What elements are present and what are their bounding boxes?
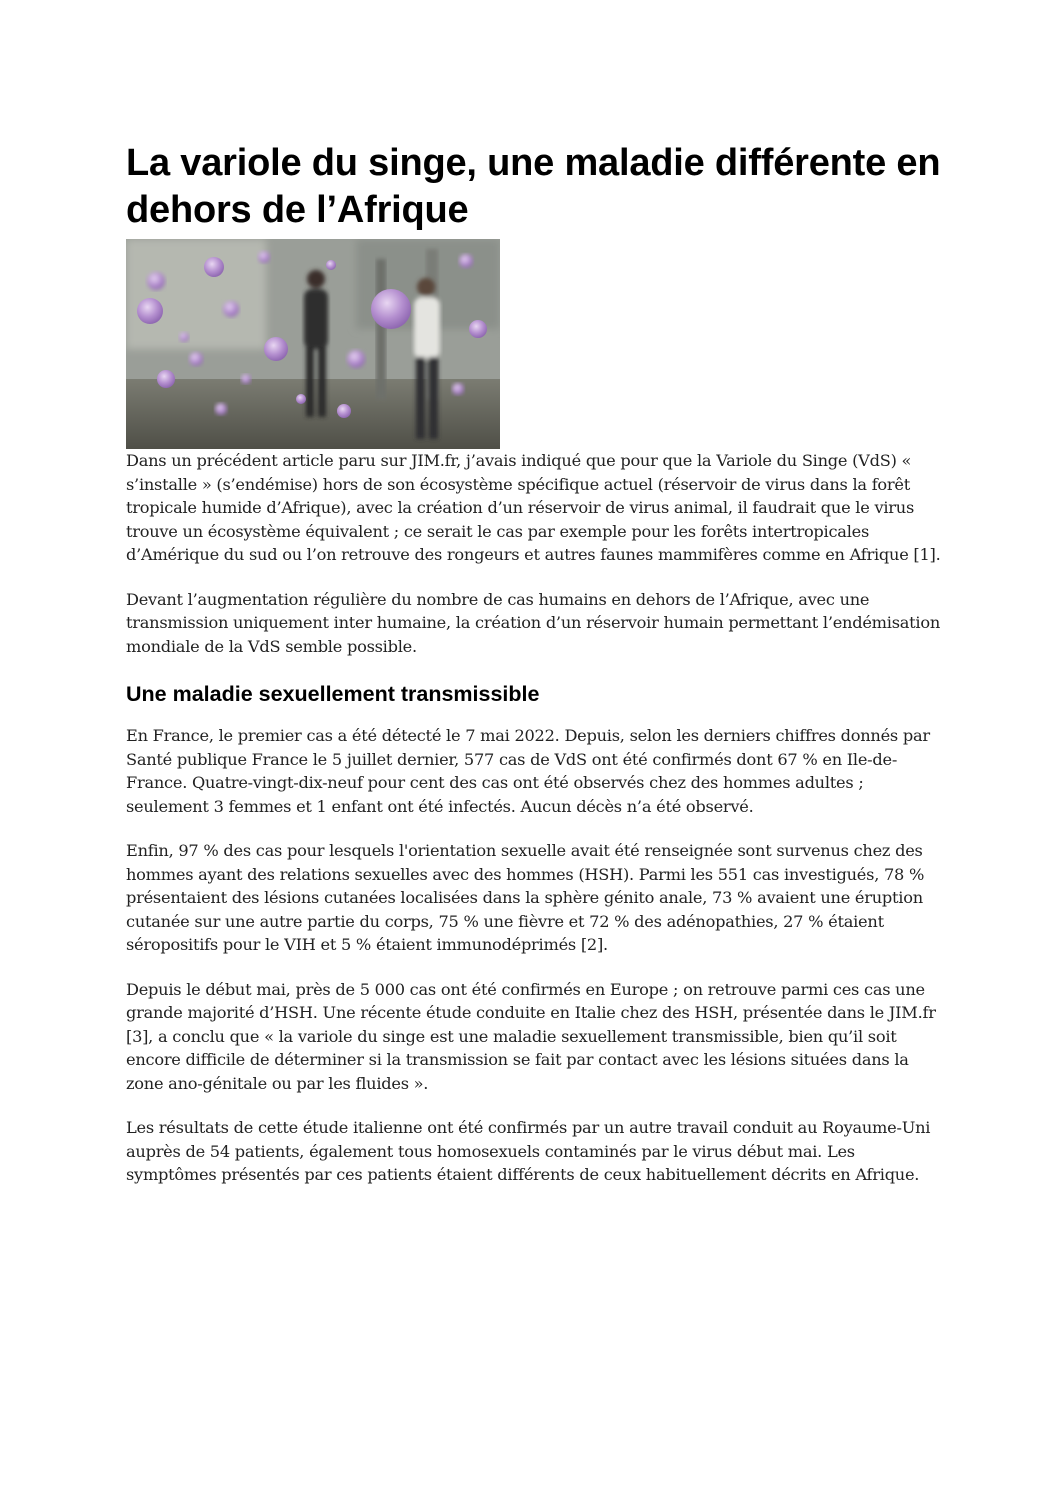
article-title: La variole du singe, une maladie différente en dehors de l’Afrique: [126, 142, 941, 231]
paragraph-hsh: Enfin, 97 % des cas pour lesquels l'orientation sexuelle avait été renseignée sont survenus chez des hommes ayant des relations sexuelles avec des hommes (HSH). Parmi les 551 cas investigués, 78 % présentaient des lésions cutanées localisées dans la sphère génito anale, 73 % avaient une éruption cutanée sur une autre partie du corps, 75 % une fièvre et 72 % des adénopathies, 27 % étaient séropositifs pour le VIH et 5 % étaient immunodéprimés [2].: [126, 841, 925, 954]
paragraph-uk-study: Les résultats de cette étude italienne ont été confirmés par un autre travail conduit au Royaume-Uni auprès de 54 patients, également tous homosexuels contaminés par le virus début mai. Les symptômes présentés par ces patients étaient différents de ceux habituellement décrits en Afrique.: [126, 1118, 931, 1184]
hero-image: [126, 239, 500, 449]
article: [126, 140, 946, 1187]
virus-street-illustration: [126, 239, 500, 449]
paragraph-france: En France, le premier cas a été détecté le 7 mai 2022. Depuis, selon les derniers chiffres donnés par Santé publique France le 5 juillet dernier, 577 cas de VdS ont été confirmés dont 67 % en Ile-de-France. Quatre-vingt-dix-neuf pour cent des cas ont été observés chez des hommes adultes ; seulement 3 femmes et 1 enfant ont été infectés. Aucun décès n’a été observé.: [126, 726, 930, 816]
paragraph-europe: Depuis le début mai, près de 5 000 cas ont été confirmés en Europe ; on retrouve parmi ces cas une grande majorité d’HSH. Une récente étude conduite en Italie chez des HSH, présentée dans le JIM.fr [3], a conclu que « la variole du singe est une maladie sexuellement transmissible, bien qu’il soit encore difficile de déterminer si la transmission se fait par contact avec les lésions situées dans la zone ano-génitale ou par les fluides ».: [126, 979, 936, 1093]
section-heading: Une maladie sexuellement transmissible: [126, 682, 540, 706]
paragraph-intro: Dans un précédent article paru sur JIM.fr, j’avais indiqué que pour que la Variole du Singe (VdS) « s’installe » (s’endémise) hors de son écosystème spécifique actuel (réservoir de virus dans la forêt tropicale humide d’Afrique), avec la création d’un réservoir de virus animal, il faudrait que le virus trouve un écosystème équivalent ; ce serait le cas par exemple pour les forêts intertropicales d’Amérique du sud ou l’on retrouve des rongeurs et autres faunes mammifères comme en Afrique [1].: [126, 451, 941, 564]
paragraph-reservoir: Devant l’augmentation régulière du nombre de cas humains en dehors de l’Afrique, avec une transmission uniquement inter humaine, la création d’un réservoir humain permettant l’endémisation mondiale de la VdS semble possible.: [126, 589, 941, 656]
